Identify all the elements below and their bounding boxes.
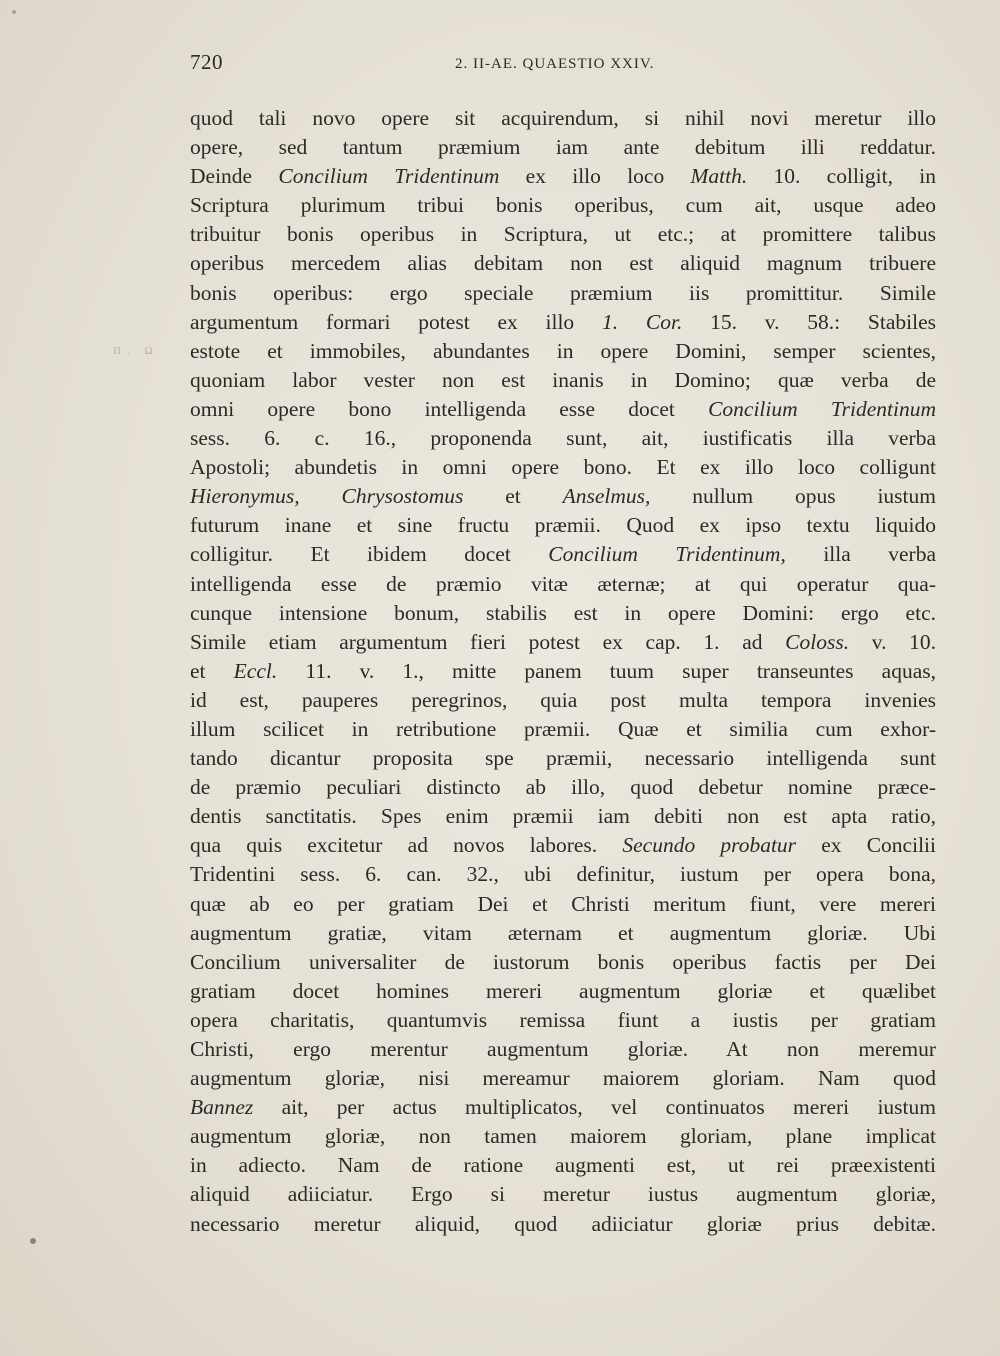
- text-line: [190, 948, 936, 977]
- text-run: Simile etiam argumentum fieri potest ex cap. 1. ad: [190, 629, 786, 654]
- text-line: [190, 1210, 936, 1239]
- text-run: Scriptura plurimum tribui bonis operibus, cum ait, usque adeo: [190, 193, 936, 218]
- italic-text: Eccl.: [233, 658, 278, 683]
- text-run: necessario meretur aliquid, quod adiiciatur gloriæ prius debitæ.: [190, 1211, 936, 1236]
- text-line: [190, 890, 936, 919]
- margin-mark: Π. Ω: [113, 345, 159, 357]
- text-run: et: [463, 484, 563, 509]
- text-line: [190, 540, 936, 569]
- text-line: [190, 366, 936, 395]
- text-line: [190, 919, 936, 948]
- text-run: Tridentini sess. 6. can. 32., ubi definitur, iustum per opera bona,: [190, 862, 936, 887]
- text-run: quæ ab eo per gratiam Dei et Christi meritum fiunt, vere mereri: [190, 891, 936, 916]
- italic-text: Anselmus,: [562, 484, 651, 509]
- text-run: et: [190, 658, 234, 683]
- italic-text: 1. Cor.: [601, 309, 683, 334]
- text-line: [190, 220, 936, 249]
- text-run: tando dicantur proposita spe præmii, necessario intelligenda sunt: [190, 746, 936, 771]
- text-line: [190, 599, 936, 628]
- text-run: omni opere bono intelligenda esse docet: [190, 396, 709, 421]
- text-line: [190, 279, 936, 308]
- text-run: aliquid adiiciatur. Ergo si meretur iustus augmentum gloriæ,: [190, 1182, 936, 1207]
- text-line: [190, 191, 936, 220]
- text-run: bonis operibus: ergo speciale præmium iis promittitur. Simile: [190, 280, 936, 305]
- text-line: [190, 860, 936, 889]
- text-line: [190, 1122, 936, 1151]
- text-line: [190, 657, 936, 686]
- text-line: [190, 715, 936, 744]
- text-run: Apostoli; abundetis in omni opere bono. Et ex illo loco colligunt: [190, 455, 936, 480]
- text-run: sess. 6. c. 16., proponenda sunt, ait, iustificatis illa verba: [190, 426, 936, 451]
- text-line: [190, 308, 936, 337]
- text-line: [190, 162, 936, 191]
- text-line: [190, 453, 936, 482]
- running-head: [190, 50, 936, 80]
- text-line: [190, 395, 936, 424]
- text-line: [190, 977, 936, 1006]
- text-line: [190, 1064, 936, 1093]
- italic-text: Concilium Tridentinum: [278, 164, 500, 189]
- text-line: [190, 249, 936, 278]
- italic-text: Hieronymus, Chrysostomus: [190, 484, 464, 509]
- text-run: Concilium universaliter de iustorum bonis operibus factis per Dei: [190, 949, 936, 974]
- text-run: nullum opus iustum: [650, 484, 936, 509]
- text-run: augmentum gratiæ, vitam æternam et augmentum gloriæ. Ubi: [190, 920, 936, 945]
- text-run: tribuitur bonis operibus in Scriptura, ut etc.; at promittere talibus: [190, 222, 936, 247]
- text-line: [190, 133, 936, 162]
- text-line: [190, 511, 936, 540]
- ink-dot: [30, 1238, 36, 1244]
- italic-text: Coloss.: [785, 629, 850, 654]
- text-line: [190, 773, 936, 802]
- italic-text: Concilium Tridentinum,: [548, 542, 786, 567]
- text-run: cunque intensione bonum, stabilis est in opere Domini: ergo etc.: [190, 600, 936, 625]
- text-line: [190, 337, 936, 366]
- text-run: quod tali novo opere sit acquirendum, si nihil novi meretur illo: [190, 106, 936, 130]
- italic-text: Secundo probatur: [622, 833, 797, 858]
- text-run: quoniam labor vester non est inanis in Domino; quæ verba de: [190, 367, 936, 392]
- text-run: ex Concilii: [796, 833, 936, 858]
- italic-text: Matth.: [690, 164, 748, 189]
- text-run: de præmio peculiari distincto ab illo, quod debetur nomine præce-: [190, 775, 936, 800]
- text-run: 10. colligit, in: [747, 164, 936, 189]
- text-run: illum scilicet in retributione præmii. Quæ et similia cum exhor-: [190, 716, 936, 741]
- text-line: [190, 1035, 936, 1064]
- text-run: Christi, ergo merentur augmentum gloriæ. At non meremur: [190, 1037, 936, 1061]
- text-line: [190, 424, 936, 453]
- text-line: [190, 802, 936, 831]
- body-text: [190, 104, 936, 1239]
- italic-text: Bannez: [190, 1095, 254, 1120]
- text-run: gratiam docet homines mereri augmentum gloriæ et quælibet: [190, 978, 936, 1003]
- running-title: 2. II-AE. QUAESTIO XXIV.: [455, 56, 655, 72]
- text-run: opere, sed tantum præmium iam ante debitum illi reddatur.: [190, 135, 936, 160]
- text-run: opera charitatis, quantumvis remissa fiunt a iustis per gratiam: [190, 1007, 936, 1032]
- text-line: [190, 1180, 936, 1209]
- text-line: [190, 686, 936, 715]
- text-run: illa verba: [785, 542, 936, 567]
- text-line: [190, 1151, 936, 1180]
- text-run: Deinde: [190, 164, 279, 189]
- text-line: [190, 570, 936, 599]
- italic-text: Concilium Tridentinum: [708, 396, 936, 421]
- text-run: v. 10.: [849, 629, 936, 654]
- text-run: dentis sanctitatis. Spes enim præmii iam debiti non est apta ratio,: [190, 804, 936, 829]
- text-run: futurum inane et sine fructu præmii. Quod ex ipso textu liquido: [190, 513, 936, 538]
- text-run: operibus mercedem alias debitam non est aliquid magnum tribuere: [190, 251, 936, 276]
- text-line: [190, 744, 936, 773]
- text-run: 11. v. 1., mitte panem tuum super transeuntes aquas,: [277, 658, 936, 683]
- text-run: qua quis excitetur ad novos labores.: [190, 833, 623, 858]
- text-run: ait, per actus multiplicatos, vel continuatos mereri iustum: [253, 1095, 936, 1120]
- text-line: [190, 831, 936, 860]
- text-run: id est, pauperes peregrinos, quia post multa tempora invenies: [190, 687, 936, 712]
- speck-mark: [12, 10, 16, 14]
- text-run: 15. v. 58.: Stabiles: [682, 309, 936, 334]
- text-line: [190, 1093, 936, 1122]
- text-run: intelligenda esse de præmio vitæ æternæ; at qui operatur qua-: [190, 571, 936, 596]
- text-run: argumentum formari potest ex illo: [190, 309, 602, 334]
- text-run: augmentum gloriæ, nisi mereamur maiorem gloriam. Nam quod: [190, 1066, 936, 1091]
- text-line: [190, 628, 936, 657]
- text-run: in adiecto. Nam de ratione augmenti est, ut rei præexistenti: [190, 1153, 936, 1178]
- text-line: [190, 482, 936, 511]
- text-run: estote et immobiles, abundantes in opere Domini, semper scientes,: [190, 338, 936, 363]
- text-run: augmentum gloriæ, non tamen maiorem gloriam, plane implicat: [190, 1124, 936, 1149]
- text-line: [190, 104, 936, 133]
- text-run: ex illo loco: [499, 164, 691, 189]
- text-run: colligitur. Et ibidem docet: [190, 542, 549, 567]
- text-line: [190, 1006, 936, 1035]
- page-number: 720: [190, 50, 223, 74]
